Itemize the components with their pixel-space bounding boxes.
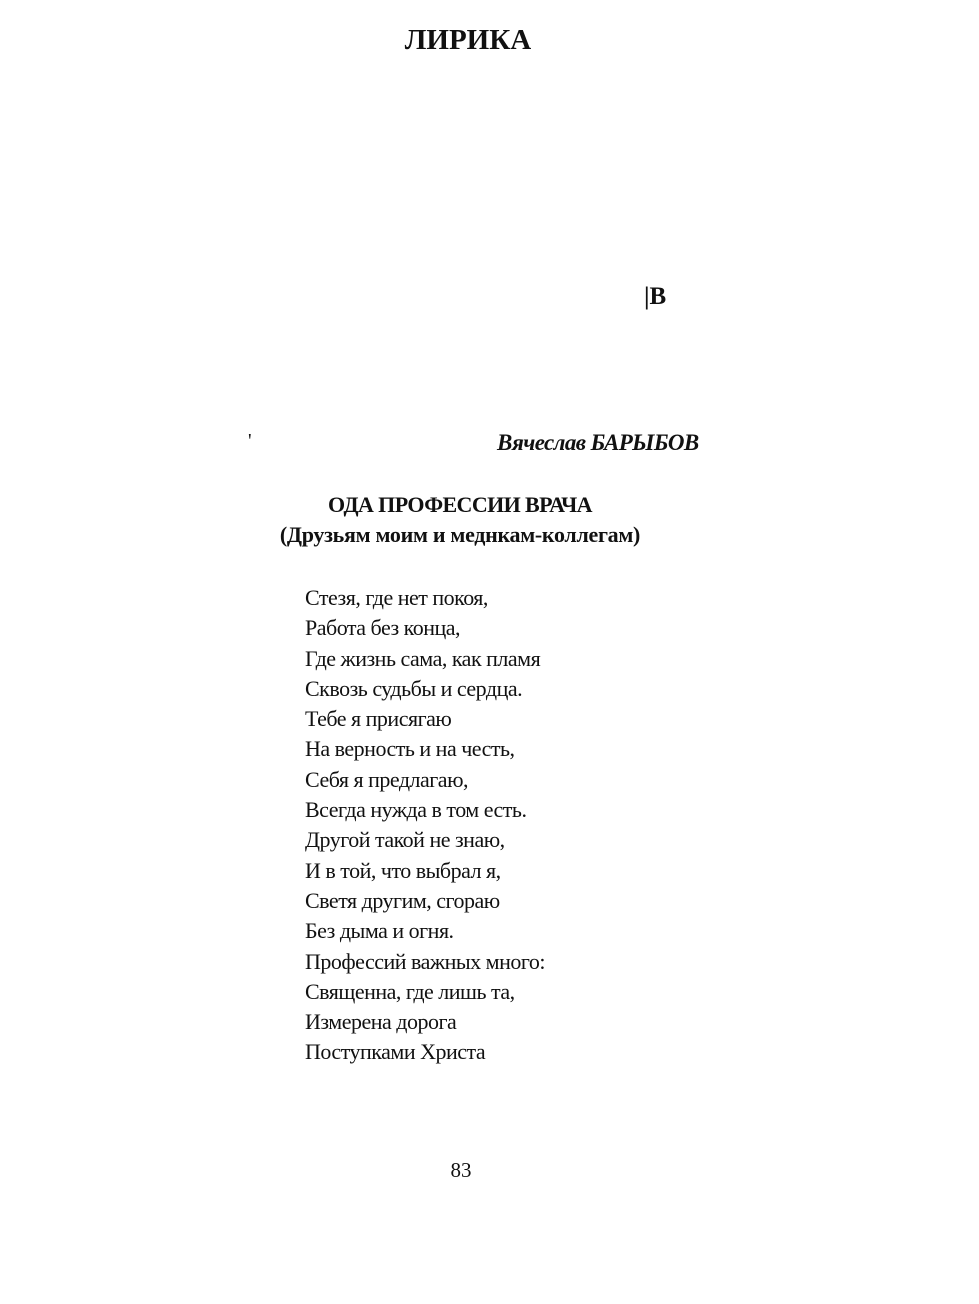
poem-line: И в той, что выбрал я,: [305, 857, 501, 883]
poem-line: Священна, где лишь та,: [305, 978, 515, 1004]
poem-stanza: [305, 583, 545, 1068]
poem-line: Всегда нужда в том есть.: [305, 797, 527, 823]
poem-line: Тебе я присягаю: [305, 706, 452, 732]
poem-line: Сквозь судьбы и сердца.: [305, 675, 523, 701]
stray-mark: ': [248, 430, 252, 452]
poem-line: Без дыма и огня.: [305, 918, 454, 944]
poem-subtitle: (Друзьям моим и меднкам-коллегам): [279, 522, 641, 547]
section-header: ЛИРИКА: [404, 24, 532, 56]
poem-line: Профессий важных много:: [305, 948, 545, 974]
poem-line: Работа без конца,: [305, 615, 461, 641]
poem-line: Где жизнь сама, как пламя: [305, 645, 541, 671]
poem-line: Себя я предлагаю,: [305, 766, 468, 792]
poem-line: Поступками Христа: [305, 1039, 486, 1065]
poem-line: Измерена дорога: [305, 1009, 457, 1035]
page-number: 83: [450, 1158, 472, 1182]
author-name: Вячеслав БАРЫБОВ: [497, 430, 699, 455]
poem-line: Светя другим, сгораю: [305, 887, 500, 913]
poem-line: Другой такой не знаю,: [305, 827, 505, 853]
stray-mark: |В: [644, 283, 667, 310]
poem-line: Стезя, где нет покоя,: [305, 585, 488, 610]
poem-line: На верность и на честь,: [305, 736, 515, 762]
poem-title: ОДА ПРОФЕССИИ ВРАЧА: [328, 492, 592, 517]
